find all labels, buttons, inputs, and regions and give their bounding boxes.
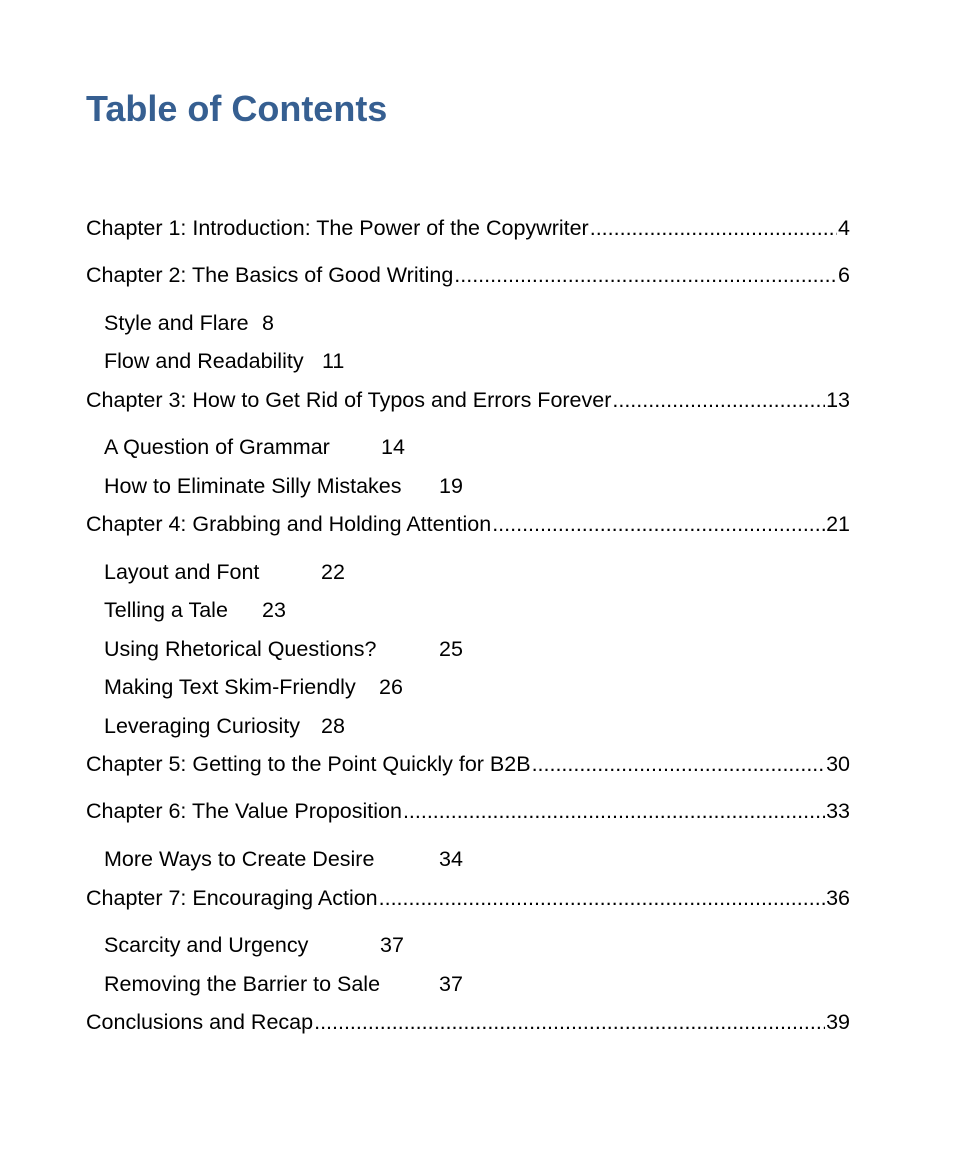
toc-page-number: 4 [838,216,850,240]
toc-chapter-entry[interactable] [86,797,850,825]
toc-section-entry[interactable] [104,712,345,740]
toc-page-number: 8 [262,311,274,335]
toc-chapter-entry[interactable] [86,261,850,289]
toc-page-number: 23 [262,598,286,622]
dot-leader [454,261,837,289]
toc-entry-label: Chapter 4: Grabbing and Holding Attention [86,512,492,536]
toc-page-number: 37 [439,972,463,996]
toc-entry-label: Chapter 6: The Value Proposition [86,799,402,823]
toc-page-number: 25 [439,637,463,661]
toc-page-number: 36 [826,886,850,910]
toc-entry-label: More Ways to Create Desire [104,847,375,871]
toc-entry-label: Chapter 3: How to Get Rid of Typos and Errors Forever [86,388,612,412]
toc-page-number: 34 [439,847,463,871]
toc-entry-label: Making Text Skim-Friendly [104,675,356,699]
toc-chapter-entry[interactable] [86,510,850,538]
toc-page-number: 6 [838,263,850,287]
toc-section-entry[interactable] [104,635,463,663]
toc-page-number: 19 [439,474,463,498]
toc-page-number: 11 [322,349,345,373]
toc-entry-label: Flow and Readability [104,349,304,373]
toc-section-entry[interactable] [104,673,403,701]
toc-entry-label: Scarcity and Urgency [104,933,309,957]
dot-leader [403,797,825,825]
toc-page-number: 28 [321,714,345,738]
toc-entry-label: Leveraging Curiosity [104,714,300,738]
toc-entry-label: Chapter 1: Introduction: The Power of the Copywriter [86,216,589,240]
toc-page-number: 22 [321,560,345,584]
toc-entry-label: Chapter 5: Getting to the Point Quickly for B2B [86,752,531,776]
dot-leader [314,1008,825,1036]
toc-page-number: 26 [379,675,403,699]
toc-page-number: 14 [381,435,405,459]
toc-section-entry[interactable] [104,433,405,461]
toc-entry-label: Style and Flare [104,311,249,335]
toc-entry-label: A Question of Grammar [104,435,330,459]
toc-section-entry[interactable] [104,845,463,873]
toc-chapter-entry[interactable] [86,1008,850,1036]
toc-page-number: 30 [826,752,850,776]
toc-chapter-entry[interactable] [86,884,850,912]
toc-entry-label: Chapter 7: Encouraging Action [86,886,378,910]
toc-page-number: 37 [380,933,404,957]
dot-leader [612,386,825,414]
dot-leader [590,214,837,242]
dot-leader [379,884,825,912]
toc-section-entry[interactable] [104,347,345,375]
toc-entry-label: How to Eliminate Silly Mistakes [104,474,402,498]
toc-entry-label: Layout and Font [104,560,260,584]
toc-page-number: 13 [826,388,850,412]
page-title: Table of Contents [86,88,388,129]
dot-leader [492,510,825,538]
toc-section-entry[interactable] [104,472,463,500]
toc-entry-label: Using Rhetorical Questions? [104,637,377,661]
toc-page-number: 33 [826,799,850,823]
dot-leader [532,750,826,778]
toc-chapter-entry[interactable] [86,214,850,242]
toc-page-number: 39 [826,1010,850,1034]
toc-section-entry[interactable] [104,309,274,337]
toc-section-entry[interactable] [104,596,286,624]
toc-section-entry[interactable] [104,931,404,959]
toc-section-entry[interactable] [104,970,463,998]
toc-chapter-entry[interactable] [86,386,850,414]
toc-entry-label: Conclusions and Recap [86,1010,314,1034]
toc-entry-label: Telling a Tale [104,598,228,622]
toc-page-number: 21 [826,512,850,536]
toc-entry-label: Removing the Barrier to Sale [104,972,381,996]
toc-entry-label: Chapter 2: The Basics of Good Writing [86,263,454,287]
toc-section-entry[interactable] [104,558,345,586]
toc-chapter-entry[interactable] [86,750,850,778]
